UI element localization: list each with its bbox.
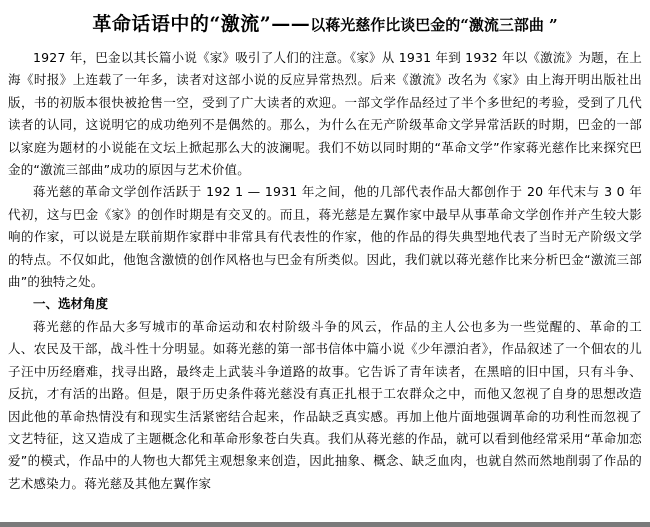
document-page <box>8 0 642 495</box>
paragraph-intro: 1927 年，巴金以其长篇小说《家》吸引了人们的注意。《家》从 1931 年到 1932 年以《激流》为题，在上海《时报》上连载了一年多，读者对这部小说的反应异常热烈。后来《激流》改名为《家》由上海开明出版社出版，书的初版本很快被抢售一空，受到了广大读者的欢迎。一部文学作品经过了半个多世纪的考验，受到了几代读者的认同，这说明它的成功绝列不是偶然的。那么，为什么在无产阶级革命文学异常活跃的时期，巴金的一部以家庭为题材的小说能在文坛上掀起那么大的波澜呢。我们不妨以同时期的“革命文学”作家蒋光慈作比来探究巴金的“激流三部曲”成功的原因与艺术价值。 <box>8 50 642 178</box>
title-main: 革命话语中的“激流” <box>92 13 272 35</box>
title-dash: —— <box>271 13 311 35</box>
paragraph-comparison: 蒋光慈的革命文学创作活跃于 192 1 — 1931 年之间，他的几部代表作品大都创作于 20 年代末与 3 0 年代初，这与巴金《家》的创作时期是有交叉的。而且，蒋光慈是左翼作家中最早从事革命文学创作并产生较大影响的作家，可以说是左联前期作家群中非常具有代表性的作家，他的作品的得失典型地代表了当时无产阶级文学的特点。不仅如此，他饱含激愤的创作风格也与巴金有所类似。因此，我们就以蒋光慈作比来分析巴金“激流三部曲”的独特之处。 <box>8 184 642 290</box>
section-heading: 一、选材角度 <box>33 296 109 312</box>
window-bottom-border <box>0 522 650 527</box>
title-subtitle: 以蒋光慈作比谈巴金的“激流三部曲 ” <box>310 16 558 34</box>
paragraph-section-one: 蒋光慈的作品大多写城市的革命运动和农村阶级斗争的风云，作品的主人公也多为一些觉醒的、革命的工人、农民及干部，战斗性十分明显。如蒋光慈的第一部书信体中篇小说《少年漂泊者》，作品叙述了一个佃农的儿子汪中历经磨难，找寻出路，最终走上武装斗争道路的故事。它告诉了青年读者，在黑暗的旧中国，只有斗争、反抗，才有活的出路。但是，限于历史条件蒋光慈没有真正扎根于工农群众之中，而他又忽视了自身的思想改造因此他的革命热情没有和现实生活紧密结合起来，作品缺乏真实感。再加上他片面地强调革命的功利性而忽视了文艺特征，这又造成了主题概念化和革命形象苍白失真。我们从蒋光慈的作品，就可以看到他经常采用“革命加恋爱”的模式，作品中的人物也大都凭主观想象来创造，因此抽象、概念、缺乏血肉，也就自然而然地削弱了作品的艺术感染力。蒋光慈及其他左翼作家 <box>8 318 642 491</box>
document-title <box>8 12 642 37</box>
